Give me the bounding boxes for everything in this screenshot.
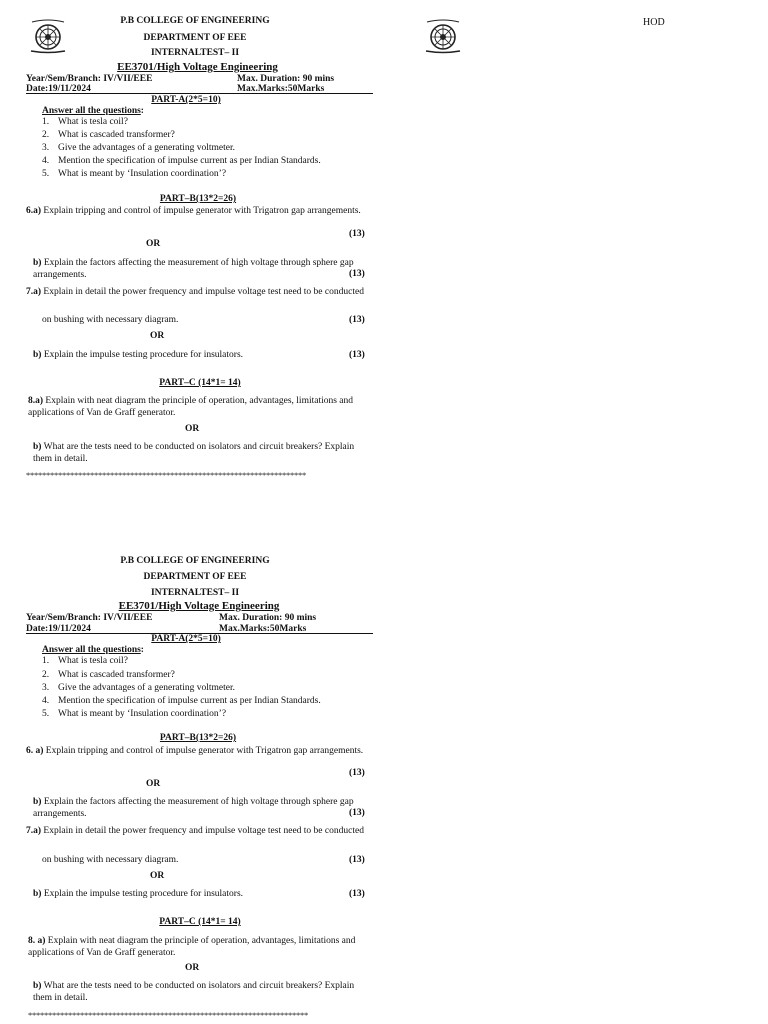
or-divider: OR — [150, 331, 165, 341]
part-a-question-text: Give the advantages of a generating voltmeter. — [58, 683, 236, 693]
part-a-title: PART-A(2*5=10) — [151, 634, 221, 644]
part-a-question: 1. — [42, 117, 50, 127]
marks: (13) — [349, 855, 365, 865]
year-sem-branch: Year/Sem/Branch: IV/VII/EEE — [26, 74, 153, 84]
q6a: 6. a) Explain tripping and control of impulse generator with Trigatron gap arrangements. — [26, 746, 364, 756]
part-c-title: PART–C (14*1= 14) — [159, 378, 241, 388]
part-a-question-text: What is meant by ‘Insulation coordination’? — [58, 169, 227, 179]
marks: (13) — [349, 808, 365, 818]
q8a: 8.a) Explain with neat diagram the principle of operation, advantages, limitations and applications of Van de Graff generator. — [28, 396, 354, 418]
q6a: 6.a) Explain tripping and control of impulse generator with Trigatron gap arrangements. — [26, 206, 361, 216]
hod-label: HOD — [643, 17, 665, 28]
or-divider: OR — [150, 871, 165, 881]
test-name: INTERNALTEST– II — [150, 588, 240, 598]
marks: (13) — [349, 229, 365, 239]
part-a-question-text: What is cascaded transformer? — [58, 130, 175, 140]
part-a-instruction: Answer all the questions: — [42, 106, 144, 116]
part-a-instruction: Answer all the questions: — [42, 645, 144, 655]
part-a-question-text: What is meant by ‘Insulation coordination’? — [58, 709, 227, 719]
part-a-question: 2. — [42, 130, 50, 140]
course-title: EE3701/High Voltage Engineering — [117, 61, 278, 73]
header-divider — [26, 93, 373, 94]
max-marks: Max.Marks:50Marks — [237, 84, 325, 94]
q8b: b) What are the tests need to be conducted on isolators and circuit breakers? Explain them in detail. — [33, 981, 355, 1003]
end-stars: ********************************************************************** — [28, 1010, 308, 1020]
part-a-question: 5. — [42, 169, 50, 179]
part-b-title: PART–B(13*2=26) — [159, 733, 237, 743]
college-emblem-icon — [423, 18, 463, 54]
department-name: DEPARTMENT OF EEE — [143, 572, 247, 582]
part-a-question-text: What is tesla coil? — [58, 656, 128, 666]
q7b: b) Explain the impulse testing procedure for insulators. — [33, 350, 244, 360]
end-stars: ********************************************************************** — [26, 470, 306, 480]
part-c-title: PART–C (14*1= 14) — [159, 917, 241, 927]
part-a-question: 2. — [42, 670, 50, 680]
q7b: b) Explain the impulse testing procedure for insulators. — [33, 889, 244, 899]
department-name: DEPARTMENT OF EEE — [143, 33, 247, 43]
marks: (13) — [349, 269, 365, 279]
part-a-question: 4. — [42, 156, 50, 166]
part-a-title: PART-A(2*5=10) — [151, 95, 221, 105]
max-marks: Max.Marks:50Marks — [219, 624, 307, 634]
q7a: 7.a) Explain in detail the power frequency and impulse voltage test need to be conducted — [26, 287, 364, 297]
part-a-question: 5. — [42, 709, 50, 719]
part-a-question: 3. — [42, 143, 50, 153]
test-name: INTERNALTEST– II — [150, 48, 240, 58]
exam-date: Date:19/11/2024 — [26, 84, 91, 94]
exam-date: Date:19/11/2024 — [26, 624, 91, 634]
part-a-question-text: Give the advantages of a generating voltmeter. — [58, 143, 236, 153]
marks: (13) — [349, 315, 365, 325]
part-a-question-text: What is cascaded transformer? — [58, 670, 175, 680]
college-name: P.B COLLEGE OF ENGINEERING — [120, 556, 270, 566]
q7a-continued: on bushing with necessary diagram. — [42, 855, 179, 865]
or-divider: OR — [185, 963, 200, 973]
college-name: P.B COLLEGE OF ENGINEERING — [120, 16, 270, 26]
year-sem-branch: Year/Sem/Branch: IV/VII/EEE — [26, 613, 153, 623]
q8b: b) What are the tests need to be conducted on isolators and circuit breakers? Explain them in detail. — [33, 442, 355, 464]
or-divider: OR — [146, 239, 161, 249]
marks: (13) — [349, 768, 365, 778]
marks: (13) — [349, 889, 365, 899]
part-a-question-text: Mention the specification of impulse current as per Indian Standards. — [58, 156, 321, 166]
max-duration: Max. Duration: 90 mins — [219, 613, 317, 623]
part-a-question-text: What is tesla coil? — [58, 117, 128, 127]
marks: (13) — [349, 350, 365, 360]
part-a-question: 4. — [42, 696, 50, 706]
q7a-continued: on bushing with necessary diagram. — [42, 315, 179, 325]
part-a-question: 1. — [42, 656, 50, 666]
q8a: 8. a) Explain with neat diagram the principle of operation, advantages, limitations and applications of Van de Graff generator. — [28, 936, 356, 958]
q6b: b) Explain the factors affecting the measurement of high voltage through sphere gap arrangements. — [33, 258, 354, 280]
part-b-title: PART–B(13*2=26) — [159, 194, 237, 204]
or-divider: OR — [146, 779, 161, 789]
part-a-question: 3. — [42, 683, 50, 693]
max-duration: Max. Duration: 90 mins — [237, 74, 335, 84]
or-divider: OR — [185, 424, 200, 434]
q7a: 7.a) Explain in detail the power frequency and impulse voltage test need to be conducted — [26, 826, 364, 836]
q6b: b) Explain the factors affecting the measurement of high voltage through sphere gap arrangements. — [33, 797, 354, 819]
part-a-question-text: Mention the specification of impulse current as per Indian Standards. — [58, 696, 321, 706]
college-emblem-icon — [28, 18, 68, 54]
course-title: EE3701/High Voltage Engineering — [118, 600, 280, 612]
